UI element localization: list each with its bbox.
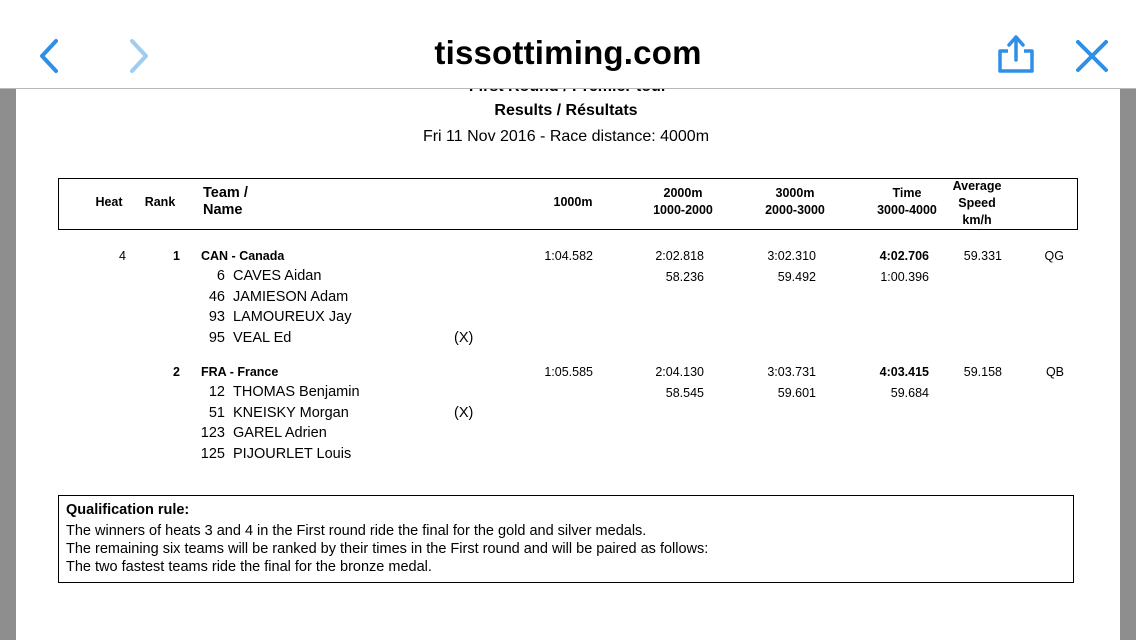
- rider-name: PIJOURLET Louis: [233, 446, 352, 462]
- team-time: 4:03.415: [879, 365, 929, 379]
- rider-number: 46: [208, 289, 225, 305]
- close-button[interactable]: [1072, 36, 1112, 76]
- header-team-1: Team /: [203, 185, 248, 201]
- results-table-header: [58, 178, 1078, 230]
- team-speed: 59.158: [963, 365, 1002, 379]
- header-heat: Heat: [95, 195, 123, 209]
- date-line: Fri 11 Nov 2016 - Race distance: 4000m: [422, 128, 710, 145]
- team-split-3000: 3:02.310: [767, 249, 816, 263]
- team-time: 4:02.706: [879, 249, 929, 263]
- rider-number: 123: [200, 425, 225, 441]
- rider-substitute-mark: (X): [454, 330, 474, 346]
- viewer-margin-left: [0, 88, 16, 640]
- rider-number: 125: [200, 446, 225, 462]
- team-name: CAN - Canada: [201, 249, 285, 263]
- rider-name: GAREL Adrien: [233, 425, 327, 441]
- team-rank: 2: [173, 365, 180, 379]
- header-2000-3000: 2000-3000: [765, 203, 825, 217]
- team-lap-2: 58.545: [665, 386, 704, 400]
- team-split-2000: 2:04.130: [655, 365, 704, 379]
- close-icon: [1072, 36, 1112, 76]
- header-1000m: 1000m: [553, 195, 593, 209]
- share-icon: [994, 32, 1038, 76]
- qualification-rule-line: The remaining six teams will be ranked by their times in the First round and will be paired as follows:: [66, 541, 709, 557]
- pdf-page[interactable]: [16, 88, 1120, 640]
- header-speed: Speed: [958, 196, 996, 210]
- qualification-rule-title: Qualification rule:: [66, 502, 190, 518]
- header-2000m: 2000m: [663, 186, 703, 200]
- team-split-1000: 1:04.582: [544, 249, 593, 263]
- rider-name: KNEISKY Morgan: [233, 405, 349, 421]
- team-split-1000: 1:05.585: [544, 365, 593, 379]
- team-lap-4: 1:00.396: [880, 270, 929, 284]
- header-rank: Rank: [144, 195, 176, 209]
- header-average: Average: [952, 179, 1002, 193]
- viewer-margin-right: [1120, 88, 1136, 640]
- team-lap-4: 59.684: [890, 386, 929, 400]
- header-1000-2000: 1000-2000: [653, 203, 713, 217]
- header-time: Time: [892, 186, 922, 200]
- team-lap-2: 58.236: [665, 270, 704, 284]
- team-qualification: QB: [1045, 365, 1064, 379]
- site-title: tissottiming.com: [434, 34, 702, 71]
- team-heat: 4: [119, 249, 126, 263]
- team-split-3000: 3:03.731: [767, 365, 816, 379]
- header-team-2: Name: [203, 202, 243, 218]
- rider-substitute-mark: (X): [454, 405, 474, 421]
- team-lap-3: 59.601: [777, 386, 816, 400]
- team-rank: 1: [173, 249, 180, 263]
- header-kmh: km/h: [962, 213, 992, 227]
- qualification-rule-line: The two fastest teams ride the final for the bronze medal.: [66, 559, 432, 575]
- browser-toolbar: [0, 0, 1136, 89]
- qualification-rule-line: The winners of heats 3 and 4 in the First round ride the final for the gold and silver medals.: [66, 523, 647, 539]
- team-split-2000: 2:02.818: [655, 249, 704, 263]
- rider-name: CAVES Aidan: [233, 268, 322, 284]
- team-speed: 59.331: [963, 249, 1002, 263]
- rider-number: 51: [208, 405, 225, 421]
- header-3000-4000: 3000-4000: [877, 203, 937, 217]
- rider-name: THOMAS Benjamin: [233, 384, 360, 400]
- rider-number: 12: [208, 384, 225, 400]
- rider-number: 6: [216, 268, 225, 284]
- team-lap-3: 59.492: [777, 270, 816, 284]
- rider-number: 93: [208, 309, 225, 325]
- share-button[interactable]: [994, 32, 1038, 76]
- rider-name: VEAL Ed: [233, 330, 292, 346]
- header-3000m: 3000m: [775, 186, 815, 200]
- rider-name: LAMOUREUX Jay: [233, 309, 352, 325]
- rider-number: 95: [208, 330, 225, 346]
- team-qualification: QG: [1044, 249, 1064, 263]
- rider-name: JAMIESON Adam: [233, 289, 349, 305]
- qualification-rule-box: [58, 495, 1074, 583]
- results-title: Results / Résultats: [494, 102, 638, 119]
- team-name: FRA - France: [201, 365, 279, 379]
